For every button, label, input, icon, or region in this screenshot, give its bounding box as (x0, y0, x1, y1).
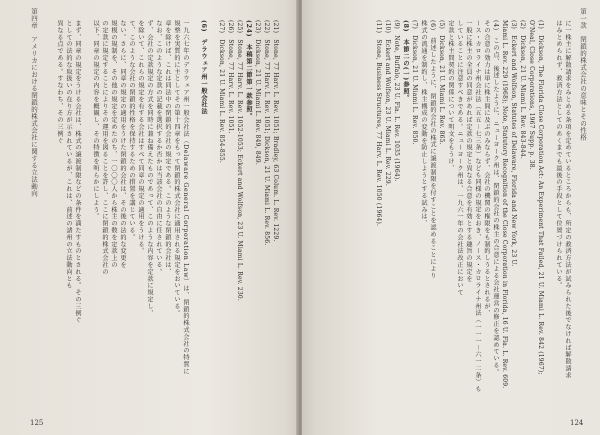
text-column: (11) Stone, Business Structures, 77 Harv. L. Rev. 1050 (1964). (375, 20, 382, 227)
text-column: はみとめられず、救済方法としてのあくまでも最後の手段として位置づけられている。 (555, 20, 562, 290)
text-column: 株式の流通を制約し、株主構成の変動を防止しようとする試みは、 (420, 20, 427, 227)
text-column: (26) Stone, 77 Harv. L. Rev. 1051. (227, 20, 234, 134)
text-column: の定款に規定することによりその運用を図ることを許し、ここに閉鎖的株式会社の (101, 20, 108, 276)
text-column: に一株主に解散請求をみとめる条項を定めているところからも、所定の救済方法が試みられた後でなければ解散請求 (564, 20, 571, 379)
text-column: (8) 本節二の(一)参照。 (402, 20, 409, 102)
text-column: (6) 前述したように、閉鎖的会社の株式に譲渡制限を付すことを認めることにより (429, 20, 436, 280)
text-column: 定款と株主間契約の関係について明文をもうけ、 (447, 20, 454, 172)
left-running-head: 第四章 アメリカにおける閉鎖的株式会社に関する立法動向 (30, 8, 38, 197)
text-column: としての法的な取扱いの在り方が示されているが、これは、前述の諸州の立法動向とも (65, 20, 72, 290)
text-column: (1) Dickson, The Florida Close Corporation Act: An Experiment That Failed, 21 U. Miami L. Rev. 842 (1967); (537, 20, 544, 375)
text-column: (27) Dickson, 21 U. Miami L. Rev. 854-855. (218, 20, 225, 164)
text-column: (4) この点、後述したように、ニューヨーク州は、閉鎖的会社の株主の合意による会社運営の修正を認めている。 (492, 20, 499, 376)
text-column: 一九六七年のデラウェア州一般会社法（Delaware General Corporation Law）は、閉鎖的株式会社の特質に (182, 20, 189, 375)
text-column: その合意の効力は単に株主間に及ぶのみならず、会社の機関の権限をも制約しうるとされるが、 (483, 20, 490, 317)
text-column: (3) Eckert and Wolfson, Statutes of Delaware, Florida and New York, 23 U. (510, 20, 517, 267)
text-column: O'Neal, Close Corporations, 1967 Supp. p. 38. (528, 20, 535, 170)
text-column: まず、同章の規定をうける会社は、株式の譲渡制限などの条件を満たすものとされる。その三例ぐ (74, 20, 81, 324)
text-column: (21) Stone, 77 Harv. L. Rev. 1051; Bradley, 63 Colum. L. Rev. 1229. (272, 20, 279, 242)
left-page-number: 125 (30, 419, 44, 427)
text-column: (10) Eckert and Wolfson, 23 U. Miami L. Rev. 229. (384, 20, 391, 187)
text-column: (9) Note, Buffalo, 23 U. Fla. L. Rev. 1035 (1964). (393, 20, 400, 182)
text-column: (23) Dickson, 21 U. Miami L. Rev. 849, 849. (254, 20, 261, 166)
left-page (0, 0, 298, 435)
text-column: (2) Dickson, 21 U. Miami L. Rev. 843-844. (519, 20, 526, 160)
text-column: ない。さらに、同章の規定の適用をうけた閉鎖的会社は、その後の法的な変更を (119, 20, 126, 269)
right-page-shadow (302, 0, 316, 435)
text-column: なお、このような定款の記載を選択するか否かは当該会社の自由に任されている。 (155, 20, 162, 276)
text-column (82, 20, 91, 415)
text-column: Miami L. Rev. 229 (1968); Note, Statutory Recognition of the Close Corporation in Florida, 16 U. Fla. L. Rev. 609. (501, 20, 508, 389)
text-column: (6) デラウェア州一般会社法 (200, 20, 207, 116)
text-column (190, 20, 199, 415)
text-column: を除いて、これらの規定を有する会社はすべて同章の規定の適用をうける。 (137, 20, 144, 255)
text-column (208, 20, 217, 415)
text-column: (5) Dickson, 21 U. Miami L. Rev. 865. (438, 20, 445, 145)
text-column: ース・カロライナ州会社法（五五－七三条）なども同様の規定をおき、ノース・カロライナ州法（一一一－六一二条）も (474, 20, 481, 393)
text-column: ず、会社の定款規定の方式を同時に兼ね備えたものであって、このような内容を定款に規定し、 (146, 20, 153, 317)
text-column: (22) Stone, 77 Harv. L. Rev. 1051; Dickson, 21 U. Miami L. Rev. 856. (263, 20, 270, 246)
text-column: 一般に株主の全員の同意があれば定款の規定と異なる合意を有効とする趣旨の規定を (465, 20, 472, 283)
text-column (545, 20, 554, 415)
text-column: て、このような会社の閉鎖的性格を保持するための措置を講じている。 (128, 20, 135, 241)
text-column: 章を除けば、これは同法中の閉鎖的会社の規定である。このような閉鎖的会社は、 (164, 20, 171, 276)
text-column: (25) Stone, 77 Harv. L. Rev. 1052-1053; Eckert and Wolfson, 23 U. Miami L. Rev. 230. (236, 20, 243, 301)
text-column: 規整を実質的に主としてその第十四章をもって閉鎖的株式会社に適用される規定をおいている。 (173, 20, 180, 317)
right-running-head: 第一款 閉鎖的株式会社の意味とその性格 (579, 8, 587, 141)
text-column: 以下、同章の規定の内容を概観し、その特徴を明らかにしよう。 (92, 20, 99, 221)
text-column: (7) Dickson, 21 U. Miami L. Rev. 850. (411, 20, 418, 145)
right-page (302, 0, 600, 435)
right-text-block (314, 20, 572, 415)
text-column: していることに注意すべきである。ニューヨーク州は、一九六一年の会社法改正において (456, 20, 463, 296)
text-column: (24) 本稿第二節第一款参照。 (245, 20, 252, 121)
text-column: 規模の規制を、その他の規定を定めたのち、一〇〇〇人から株主の数を定款上の (110, 20, 117, 269)
text-column: 異なる点である。すなわち、その三例ぐ (56, 20, 63, 145)
right-page-number: 124 (570, 419, 584, 427)
left-text-block (40, 20, 280, 415)
